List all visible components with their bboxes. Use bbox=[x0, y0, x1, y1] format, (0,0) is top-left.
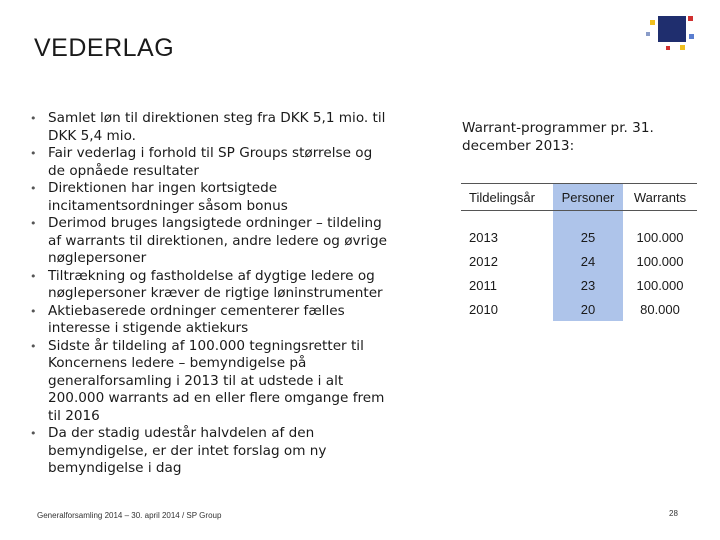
bullet-item bbox=[29, 425, 389, 478]
cell-year: 2011 bbox=[469, 277, 497, 293]
bullet-item bbox=[29, 180, 389, 215]
bullet-text: Da der stadig udestår halvdelen af den bemyndigelse, er der intet forslag om ny bemyndigelse i dag bbox=[48, 425, 327, 476]
cell-year: 2010 bbox=[469, 301, 498, 317]
column-header-year: Tildelingsår bbox=[461, 184, 553, 211]
cell-warrants: 100.000 bbox=[636, 229, 684, 245]
bullet-dot: • bbox=[30, 217, 37, 230]
bullet-text: Fair vederlag i forhold til SP Groups størrelse og de opnåede resultater bbox=[48, 145, 373, 179]
bullet-dot: • bbox=[30, 269, 37, 283]
cell-year: 2012 bbox=[469, 253, 498, 269]
cell-warrants: 80.000 bbox=[640, 301, 680, 317]
sp-group-logo-icon bbox=[644, 12, 700, 56]
table-spacer-row bbox=[461, 211, 697, 226]
bullet-dot: • bbox=[30, 339, 37, 353]
bullet-text: Tiltrækning og fastholdelse af dygtige ledere og nøglepersoner kræver de rigtige løninstrumenter bbox=[48, 267, 383, 301]
slide-title: VEDERLAG bbox=[34, 34, 175, 62]
table-row bbox=[461, 273, 697, 297]
bullet-item bbox=[29, 338, 389, 426]
bullet-item bbox=[29, 268, 389, 303]
table-row bbox=[461, 225, 697, 249]
table-row bbox=[461, 249, 697, 273]
column-header-warrants: Warrants bbox=[623, 184, 697, 211]
bullet-dot: • bbox=[30, 147, 37, 160]
bullet-dot: • bbox=[30, 112, 37, 125]
bullet-text: Sidste år tildeling af 100.000 tegningsretter til Koncernens ledere – bemyndigelse på generalforsamling i 2013 til at udstede i alt 200.000 warrants ad en eller flere omgange frem til 2016 bbox=[48, 337, 385, 424]
bullet-item bbox=[29, 145, 389, 180]
cell-warrants: 100.000 bbox=[636, 253, 684, 269]
bullet-text: Samlet løn til direktionen steg fra DKK 5,1 mio. til DKK 5,4 mio. bbox=[48, 110, 386, 144]
table-row bbox=[461, 297, 697, 321]
bullet-text: Aktiebaserede ordninger cementerer fælles interesse i stigende aktiekurs bbox=[48, 302, 345, 336]
cell-persons: 25 bbox=[553, 225, 623, 249]
bullet-dot: • bbox=[30, 182, 37, 195]
cell-persons: 23 bbox=[553, 273, 623, 297]
warrant-table bbox=[461, 183, 697, 321]
table-header-row bbox=[461, 184, 697, 211]
bullet-dot: • bbox=[30, 427, 37, 440]
bullet-text: Direktionen har ingen kortsigtede incitamentsordninger såsom bonus bbox=[48, 180, 288, 214]
cell-persons: 24 bbox=[553, 249, 623, 273]
page-number: 28 bbox=[669, 509, 678, 518]
column-header-persons: Personer bbox=[553, 184, 623, 211]
bullet-item bbox=[29, 215, 389, 268]
cell-persons: 20 bbox=[553, 297, 623, 321]
bullet-item bbox=[29, 110, 389, 145]
bullet-text: Derimod bruges langsigtede ordninger – tildeling af warrants til direktionen, andre ledere og øvrige nøglepersoner bbox=[48, 215, 387, 266]
cell-year: 2013 bbox=[469, 229, 498, 245]
bullet-item bbox=[29, 303, 389, 338]
slide-footer: Generalforsamling 2014 – 30. april 2014 / SP Group bbox=[37, 511, 222, 520]
table-intro: Warrant-programmer pr. 31. december 2013: bbox=[462, 120, 654, 154]
bullet-list bbox=[29, 110, 389, 478]
cell-warrants: 100.000 bbox=[636, 277, 684, 293]
bullet-dot: • bbox=[30, 304, 37, 318]
